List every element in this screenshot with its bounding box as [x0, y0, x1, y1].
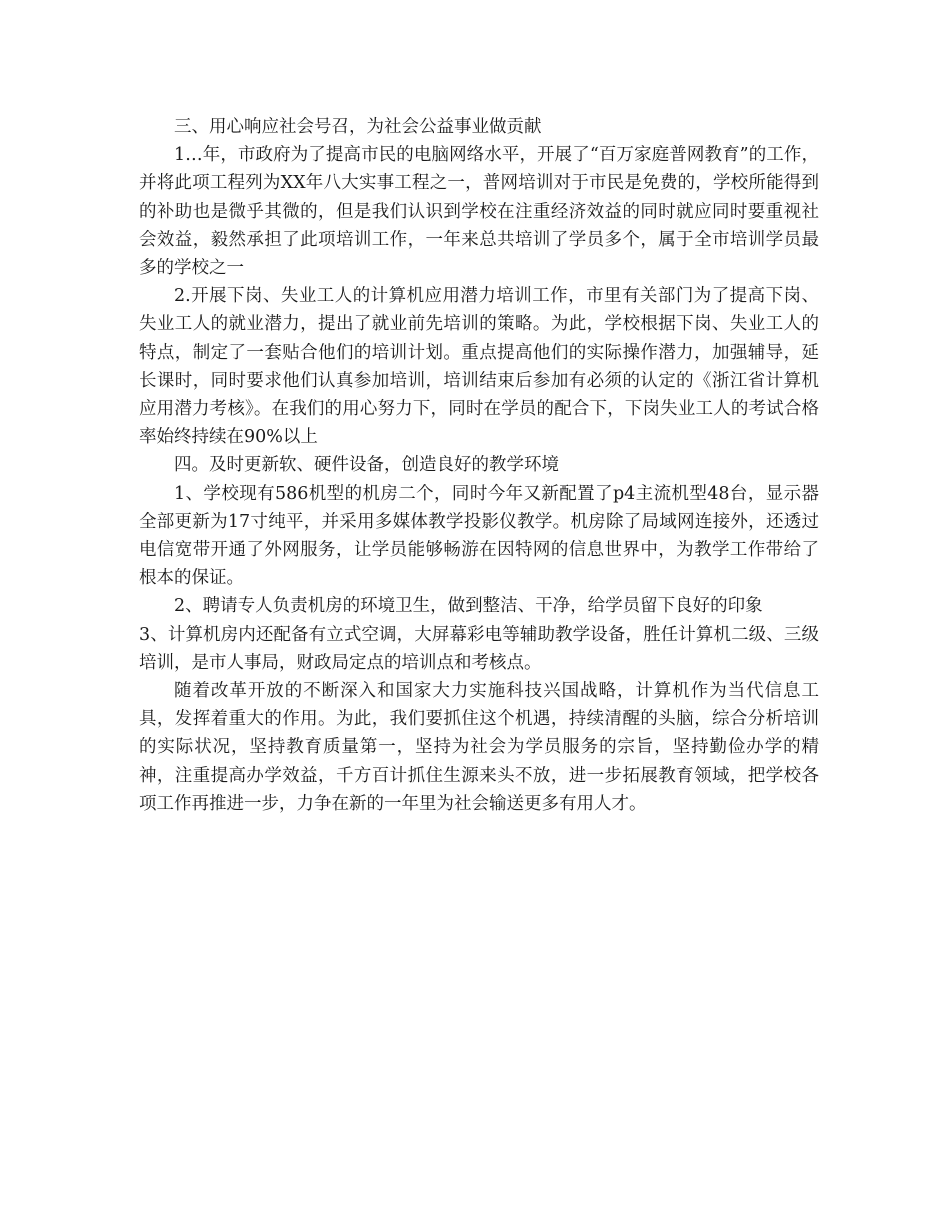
section-heading-4: 四。及时更新软、硬件设备，创造良好的教学环境: [174, 455, 559, 476]
section-heading-3: 三、用心响应社会号召，为社会公益事业做贡献: [174, 117, 542, 137]
paragraph-item-2: 2.开展下岗、失业工人的计算机应用潜力培训工作，市里有关部门为了提高下岗、失业工人的就业潜力，提出了就业前先培训的策略。为此，学校根据下岗、失业工人的特点，制定了一套贴合他们的培训计划。重点提高他们的实际操作潜力，加强辅导，延长课时，同时要求他们认真参加培训，培训结束后参加有必须的认定的《浙江省计算机应用潜力考核》。在我们的用心努力下，同时在学员的配合下，下岗失业工人的考试合格率始终持续在90%以上: [139, 286, 819, 448]
paragraph-conclusion: 随着改革开放的不断深入和国家大力实施科技兴国战略，计算机作为当代信息工具，发挥着重大的作用。为此，我们要抓住这个机遇，持续清醒的头脑，综合分析培训的实际状况，坚持教育质量第一，坚持为社会为学员服务的宗旨，坚持勤俭办学的精神，注重提高办学效益，千方百计抓住生源来头不放，进一步拓展教育领域，把学校各项工作再推进一步，力争在新的一年里为社会输送更多有用人才。: [139, 681, 819, 814]
paragraph-item-1: 1…年，市政府为了提高市民的电脑网络水平，开展了“百万家庭普网教育”的工作，并将此项工程列为XX年八大实事工程之一，普网培训对于市民是免费的，学校所能得到的补助也是微乎其微的，但是我们认识到学校在注重经济效益的同时就应同时要重视社会效益，毅然承担了此项培训工作，一年来总共培训了学员多个，属于全市培训学员最多的学校之一: [139, 145, 819, 279]
paragraph-equipment-2: 2、聘请专人负责机房的环境卫生，做到整洁、干净，给学员留下良好的印象: [174, 596, 763, 617]
document-body: [139, 113, 819, 818]
paragraph-equipment-3: 3、计算机房内还配备有立式空调，大屏幕彩电等辅助教学设备，胜任计算机二级、三级培训，是市人事局，财政局定点的培训点和考核点。: [139, 624, 819, 673]
paragraph-equipment-1: 1、学校现有586机型的机房二个，同时今年又新配置了p4主流机型48台，显示器全部更新为17寸纯平，并采用多媒体教学投影仪教学。机房除了局域网连接外，还透过电信宽带开通了外网服务，让学员能够畅游在因特网的信息世界中，为教学工作带给了根本的保证。: [139, 483, 819, 589]
